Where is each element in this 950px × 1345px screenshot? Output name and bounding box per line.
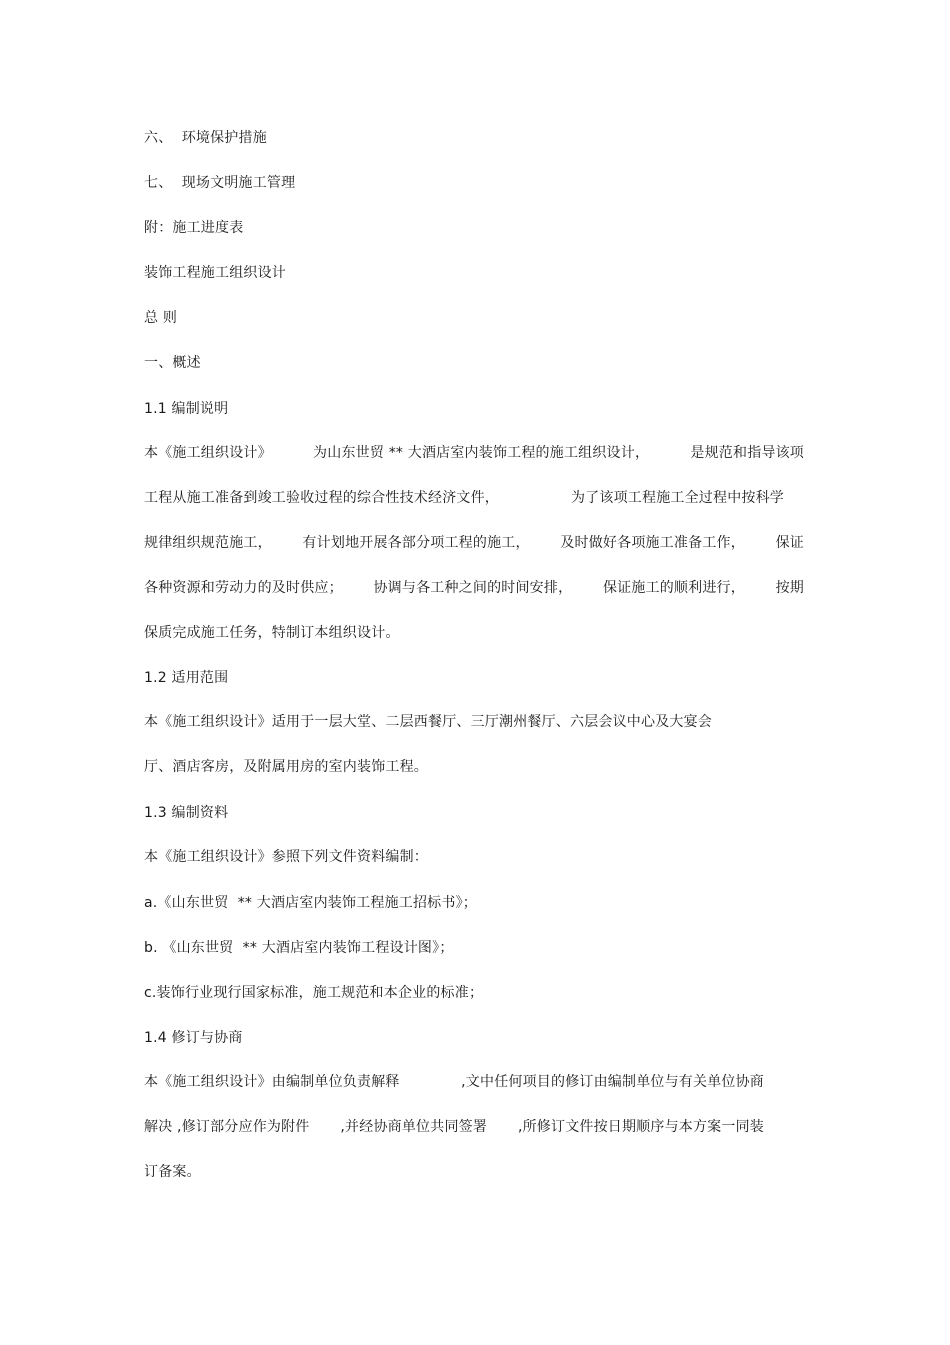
- paragraph-line: [144, 578, 804, 598]
- toc-item-7: 七、 现场文明施工管理: [144, 175, 296, 191]
- text-segment: 是规范和指导该项: [690, 445, 804, 461]
- text-segment: 按期: [775, 580, 804, 596]
- toc-item-6: 六、 环境保护措施: [144, 130, 267, 146]
- paragraph-line: 厅、酒店客房，及附属用房的室内装饰工程。: [144, 759, 428, 775]
- paragraph-line: [144, 1072, 764, 1092]
- paragraph-line: 保质完成施工任务，特制订本组织设计。: [144, 625, 400, 641]
- text-segment: 协调与各工种之间的时间安排，: [373, 580, 573, 596]
- text-segment: ,文中任何项目的修订由编制单位与有关单位协商: [461, 1074, 764, 1090]
- text-segment: 工程从施工准备到竣工验收过程的综合性技术经济文件，: [144, 490, 499, 506]
- section-1-4-heading: 1.4 修订与协商: [144, 1030, 243, 1046]
- list-item: a.《山东世贸 ** 大酒店室内装饰工程施工招标书》；: [144, 895, 477, 911]
- paragraph-line: 本《施工组织设计》适用于一层大堂、二层西餐厅、三厅潮州餐厅、六层会议中心及大宴会: [144, 714, 712, 730]
- section-1-3-heading: 1.3 编制资料: [144, 805, 229, 821]
- paragraph-line: [144, 533, 804, 553]
- text-segment: 保证: [775, 535, 804, 551]
- text-segment: 有计划地开展各部分项工程的施工，: [302, 535, 530, 551]
- paragraph-line: 订备案。: [144, 1164, 201, 1180]
- text-segment: 为了该项工程施工全过程中按科学: [571, 490, 784, 506]
- text-segment: 本《施工组织设计》: [144, 445, 272, 461]
- toc-appendix: 附：施工进度表: [144, 220, 244, 236]
- list-item: b. 《山东世贸 ** 大酒店室内装饰工程设计图》；: [144, 940, 454, 956]
- document-title: 装饰工程施工组织设计: [144, 265, 286, 281]
- section-1-2-heading: 1.2 适用范围: [144, 670, 229, 686]
- text-segment: 为山东世贸 ** 大酒店室内装饰工程的施工组织设计，: [313, 445, 650, 461]
- paragraph-line: [144, 1117, 764, 1137]
- text-segment: ,并经协商单位共同签署: [340, 1119, 488, 1135]
- paragraph-line: [144, 488, 784, 508]
- list-item: c.装饰行业现行国家标准，施工规范和本企业的标准；: [144, 985, 484, 1001]
- text-segment: 各种资源和劳动力的及时供应；: [144, 580, 343, 596]
- text-segment: 本《施工组织设计》由编制单位负责解释: [144, 1074, 400, 1090]
- paragraph-line: [144, 443, 804, 463]
- text-segment: 规律组织规范施工，: [144, 535, 272, 551]
- text-segment: ,所修订文件按日期顺序与本方案一同装: [517, 1119, 764, 1135]
- section-1-1-heading: 1.1 编制说明: [144, 401, 229, 417]
- paragraph-line: 本《施工组织设计》参照下列文件资料编制：: [144, 849, 428, 865]
- section-1-heading: 一、概述: [144, 355, 201, 371]
- text-segment: 及时做好各项施工准备工作，: [560, 535, 745, 551]
- text-segment: 保证施工的顺利进行，: [602, 580, 745, 596]
- general-heading: 总 则: [144, 310, 178, 326]
- text-segment: 解决 ,修订部分应作为附件: [144, 1119, 310, 1135]
